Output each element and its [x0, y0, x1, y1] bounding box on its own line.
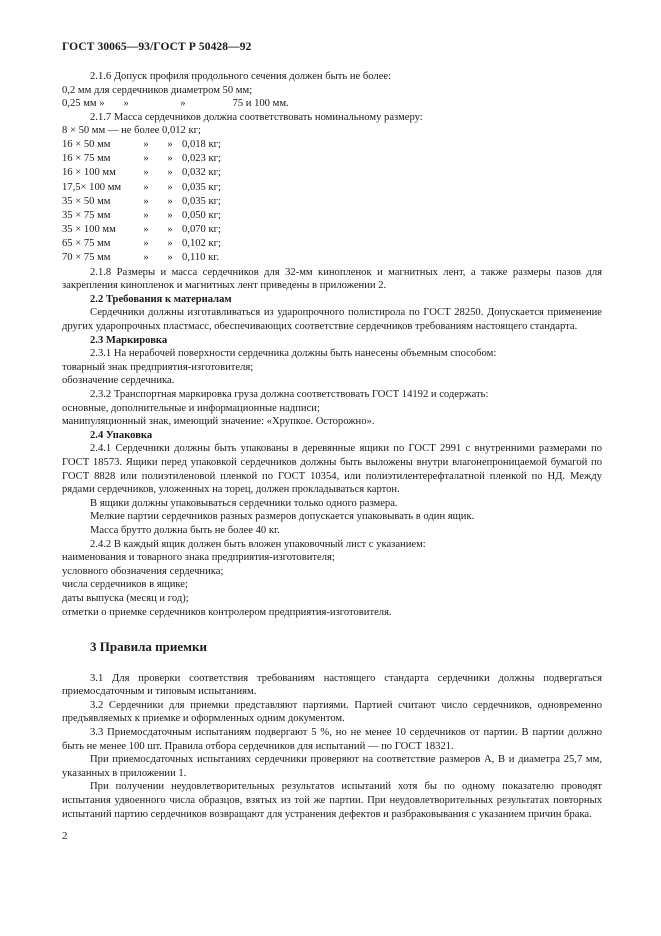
mass-size: 16 × 100 мм	[62, 167, 116, 179]
tolerance-value: 0,25 мм »	[62, 98, 105, 110]
list-item: основные, дополнительные и информационные надписи;	[62, 402, 320, 414]
ditto-mark: »	[143, 209, 149, 221]
mass-row	[62, 152, 242, 166]
list-item: числа сердечников в ящике;	[62, 579, 188, 591]
heading-2-4: 2.4 Упаковка	[90, 429, 153, 441]
section-3-heading: 3 Правила приемки	[90, 639, 207, 654]
ditto-mark: »	[167, 153, 173, 165]
list-item: товарный знак предприятия-изготовителя;	[62, 361, 254, 373]
list-item: даты выпуска (месяц и год);	[62, 592, 189, 604]
ditto-mark: »	[143, 252, 149, 264]
mass-row	[62, 223, 242, 237]
tolerance-sizes: 75 и 100 мм.	[232, 98, 289, 110]
mass-value: 0,018 кг;	[182, 138, 221, 150]
paragraph-3-3b: При приемосдаточных испытаниях сердечники проверяют на соответствие размеров А, В и диаметра 25,7 мм, указанных в приложении 1.	[62, 754, 602, 779]
paragraph-2-1-6: 2.1.6 Допуск профиля продольного сечения должен быть не более:	[90, 71, 392, 82]
ditto-mark: »	[143, 238, 149, 250]
list-item: манипуляционный знак, имеющий значение: «Хрупкое. Осторожно».	[62, 416, 375, 428]
mass-value: 0,102 кг;	[182, 238, 221, 250]
tolerance-line-2	[62, 97, 602, 111]
ditto-mark: »	[123, 98, 129, 110]
document-header: ГОСТ 30065—93/ГОСТ Р 50428—92	[62, 41, 252, 53]
section-2-1-body	[62, 70, 602, 619]
mass-value: 0,110 кг.	[182, 252, 220, 264]
ditto-mark: »	[143, 138, 149, 150]
mass-size: 16 × 75 мм	[62, 153, 111, 165]
mass-size: 35 × 75 мм	[62, 209, 111, 221]
paragraph-2-3-1: 2.3.1 На нерабочей поверхности сердечника должны быть нанесены объемным способом:	[90, 348, 497, 360]
ditto-mark: »	[180, 98, 186, 110]
mass-first-line: 8 × 50 мм — не более 0,012 кг;	[62, 125, 201, 137]
paragraph-3-3: 3.3 Приемосдаточным испытаниям подвергают 5 %, но не менее 10 сердечников от партии. В партии должно быть не менее 100 шт. Правила отбора сердечников для испытаний — по ГОСТ 18321.	[62, 726, 602, 752]
ditto-mark: »	[143, 224, 149, 236]
mass-row	[62, 237, 242, 251]
ditto-mark: »	[143, 153, 149, 165]
ditto-mark: »	[167, 252, 173, 264]
ditto-mark: »	[167, 138, 173, 150]
mass-size: 65 × 75 мм	[62, 238, 111, 250]
mass-value: 0,032 кг;	[182, 167, 221, 179]
section-3	[62, 640, 602, 821]
mass-row	[62, 138, 242, 152]
paragraph-2-4-2: 2.4.2 В каждый ящик должен быть вложен упаковочный лист с указанием:	[90, 538, 426, 550]
paragraph-2-1-8: 2.1.8 Размеры и масса сердечников для 32-мм кинопленок и магнитных лент, а также размеры пазов для закрепления кинопленок и магнитных лент приведены в приложении 2.	[62, 266, 602, 292]
ditto-mark: »	[167, 238, 173, 250]
ditto-mark: »	[167, 167, 173, 179]
paragraph-3-2: 3.2 Сердечники для приемки представляют партиями. Партией считают число сердечников, одновременно предъявляемых к приемке и оформленных одним документом.	[62, 699, 602, 725]
ditto-mark: »	[143, 195, 149, 207]
mass-row	[62, 195, 242, 209]
page-number: 2	[62, 830, 68, 842]
ditto-mark: »	[167, 181, 173, 193]
mass-value: 0,035 кг;	[182, 181, 221, 193]
mass-size: 16 × 50 мм	[62, 138, 111, 150]
paragraph-2-4-1: 2.4.1 Сердечники должны быть упакованы в деревянные ящики по ГОСТ 2991 с внутренними размерами по ГОСТ 18573. Ящики перед упаковкой сердечников должны быть выложены внутри влагонепроницаемой бумагой по ГОСТ 8828 или полиэтиленовой пленкой по ГОСТ 10354, или полиэтилентерефталатной пленкой по НД. Между рядами сердечников, уложенных на торец, должен прокладываться картон.	[62, 443, 602, 496]
heading-2-2: 2.2 Требования к материалам	[90, 293, 232, 305]
paragraph-3-3c: При получении неудовлетворительных результатов испытаний хотя бы по одному показателю проводят испытания удвоенного числа образцов, взятых из той же партии. При неудовлетворительных результатах повторных испытаний партию сердечников возвращают для устранения дефектов и разбраковывания с указанием причин брака.	[62, 781, 602, 820]
mass-size: 17,5× 100 мм	[62, 181, 122, 193]
paragraph-2-2: Сердечники должны изготавливаться из ударопрочного полистирола по ГОСТ 28250. Допускается применение других ударопрочных пластмасс, обеспечивающих соответствие сердечников требованиям настоящего стандарта.	[62, 307, 602, 333]
ditto-mark: »	[167, 209, 173, 221]
paragraph-3-1: 3.1 Для проверки соответствия требованиям настоящего стандарта сердечники должны подвергаться приемосдаточным и типовым испытаниям.	[62, 672, 602, 698]
tolerance-line-1: 0,2 мм для сердечников диаметром 50 мм;	[62, 84, 253, 96]
heading-2-3: 2.3 Маркировка	[90, 334, 168, 346]
list-item: обозначение сердечника.	[62, 375, 175, 387]
mass-size: 35 × 50 мм	[62, 195, 111, 207]
paragraph-2-4-1d: Масса брутто должна быть не более 40 кг.	[90, 524, 280, 536]
ditto-mark: »	[143, 181, 149, 193]
mass-size: 70 × 75 мм	[62, 252, 111, 264]
mass-value: 0,050 кг;	[182, 209, 221, 221]
paragraph-2-1-7: 2.1.7 Масса сердечников должна соответствовать номинальному размеру:	[90, 111, 423, 123]
mass-size: 35 × 100 мм	[62, 224, 116, 236]
paragraph-2-4-1b: В ящики должны упаковываться сердечники только одного размера.	[90, 497, 398, 509]
mass-row	[62, 251, 242, 265]
list-item: отметки о приемке сердечников контролером предприятия-изготовителя.	[62, 606, 392, 618]
mass-row	[62, 166, 242, 180]
mass-row	[62, 181, 242, 195]
paragraph-2-4-1c: Мелкие партии сердечников разных размеров допускается упаковывать в один ящик.	[90, 511, 475, 523]
list-item: условного обозначения сердечника;	[62, 565, 224, 577]
mass-value: 0,023 кг;	[182, 153, 221, 165]
ditto-mark: »	[167, 224, 173, 236]
mass-value: 0,035 кг;	[182, 195, 221, 207]
mass-table	[62, 138, 242, 266]
paragraph-2-3-2: 2.3.2 Транспортная маркировка груза должна соответствовать ГОСТ 14192 и содержать:	[90, 389, 489, 400]
mass-value: 0,070 кг;	[182, 224, 221, 236]
list-item: наименования и товарного знака предприятия-изготовителя;	[62, 552, 335, 564]
ditto-mark: »	[143, 167, 149, 179]
ditto-mark: »	[167, 195, 173, 207]
mass-row	[62, 209, 242, 223]
